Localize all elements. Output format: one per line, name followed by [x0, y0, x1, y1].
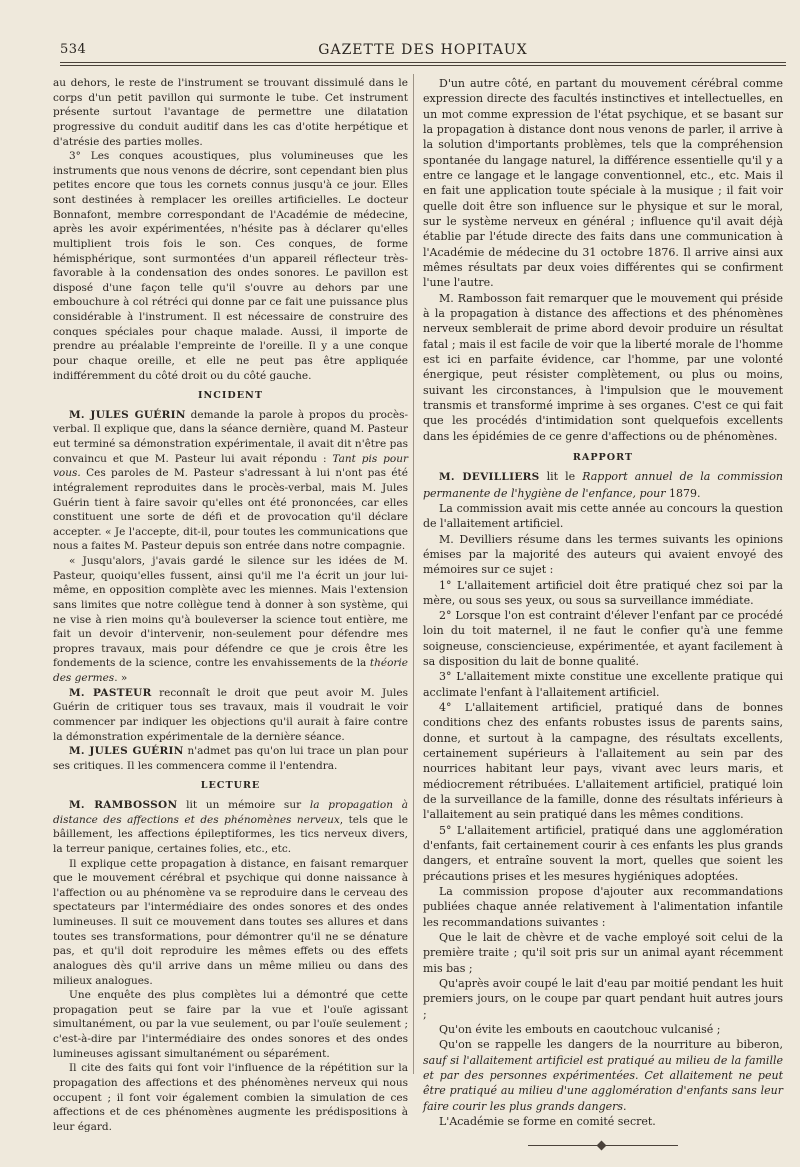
column-divider — [413, 74, 414, 1074]
list-item: 2° Lorsque l'on est contraint d'élever l'enfant par ce procédé loin du toit maternel, il ne faut le confier qu'à une femme soigneuse, consciencieuse, expérimentée, et ayant facilement à sa disposition du lait de bonne qualité. — [423, 609, 783, 669]
paragraph: L'Académie se forme en comité secret. — [439, 1114, 656, 1128]
speaker-name: M. JULES GUÉRIN — [69, 408, 186, 421]
recommendation: Que le lait de chèvre et de vache employé soit celui de la première traite ; qu'il soit pris sur un animal ayant récemment mis bas ; — [423, 931, 783, 975]
speaker-name: M. DEVILLIERS — [439, 471, 540, 484]
speaker-name: M. PASTEUR — [69, 686, 152, 699]
speaker-name: M. RAMBOSSON — [69, 799, 178, 811]
paragraph: M. Devilliers résume dans les termes suivants les opinions émises par la majorité des auteurs qui avaient envoyé des mémoires sur ce sujet : — [423, 532, 783, 577]
speaker-name: M. JULES GUÉRIN — [69, 745, 184, 758]
paragraph: M. RAMBOSSON lit un mémoire sur la propagation à distance des affections et des phénomènes nerveux, tels que le bâillement, les affections épileptiformes, les tics nerveux divers, la terreur panique, certaines folies, etc., etc. — [53, 799, 408, 855]
header-rule-double — [60, 65, 786, 66]
list-item: 4° L'allaitement artificiel, pratiqué dans de bonnes conditions chez des enfants robustes issus de parents sains, donne, et surtout à la campagne, des résultats excellents, certainement supérieurs à l'allaitement au sein par des nourrices habitant leur pays, vivant avec leurs maris, et médiocrement rétribuées. L'allaitement artificiel, pratiqué loin de la surveillance de la famille, donne des résultats inférieurs à l'allaitement au sein pratiqué dans les mêmes conditions. — [423, 701, 783, 822]
running-title: GAZETTE DES HOPITAUX — [318, 42, 528, 58]
list-item: 5° L'allaitement artificiel, pratiqué dans une agglomération d'enfants, fait certainement courir à ces enfants les plus grands dangers, et entraîne souvent la mort, quelles que soient les précautions prises et les mesures hygiéniques adoptées. — [423, 823, 783, 883]
end-ornament — [528, 1141, 678, 1151]
paragraph: 3° Les conques acoustiques, plus volumineuses que les instruments que nous venons de décrire, sont cependant bien plus petites encore que tous les cornets connus jusqu'à ce jour. Elles sont destinées à remplacer les oreilles artificielles. Le docteur Bonnafont, membre correspondant de l'Académie de médecine, après les avoir expérimentées, n'hésite pas à déclarer qu'elles multiplient trois fois le son. Ces conques, de forme hémisphérique, sont surmontées d'un appareil réflecteur très-favorable à la condensation des ondes sonores. Le pavillon est disposé d'une façon telle qu'il s'ouvre au dehors par une embouchure à col rétréci qui donne par ce fait une puissance plus considérable à l'instrument. Il est nécessaire de construire des conques spéciales pour chaque malade. Aussi, il importe de prendre au préalable l'empreinte de l'oreille. Il y a une conque pour chaque oreille, et elle ne peut pas être appliquée indifféremment du côté droit ou du côté gauche. — [53, 150, 408, 382]
recommendation: Qu'on évite les embouts en caoutchouc vulcanisé ; — [439, 1023, 721, 1037]
header-rule — [60, 62, 786, 63]
recommendation: Qu'on se rappelle les dangers de la nourriture au biberon, sauf si l'allaitement artificiel est pratiqué au milieu de la famille et par des personnes expérimentées. Cet allaitement ne peut être pratiqué au milieu d'une agglomération d'enfants sans leur faire courir les plus grands dangers. — [423, 1038, 783, 1113]
paragraph: M. JULES GUÉRIN demande la parole à propos du procès-verbal. Il explique que, dans la séance dernière, quand M. Pasteur eut terminé sa démonstration expérimentale, il avait dit n'être pas convaincu et que M. Pasteur lui avait répondu : Tant pis pour vous. Ces paroles de M. Pasteur s'adressant à lui n'ont pas été intégralement reproduites dans le procès-verbal, mais M. Jules Guérin tient à faire savoir qu'elles ont été prononcées, car elles constituent une sorte de défi et de provocation qu'il déclare accepter. « Je l'accepte, dit-il, pour toutes les communications que nous a faites M. Pasteur depuis son entrée dans notre compagnie. — [53, 408, 408, 553]
paragraph: D'un autre côté, en partant du mouvement cérébral comme expression directe des facultés instinctives et intellectuelles, en un mot comme expression de l'état psychique, et se basant sur la propagation à distance dont nous venons de parler, il arrive à la solution d'importants problèmes, tels que la compréhension spontanée du langage naturel, la différence essentielle qu'il y a entre ce langage et le langage conventionnel, etc., etc. Mais il en fait une application toute spéciale à la musique ; il fait voir quelle doit être son influence sur le physique et sur le moral, sur le système nerveux en général ; influence qu'il avait déjà établie par l'étude directe des faits dans une communication à l'Académie de médecine du 31 octobre 1876. Il arrive ainsi aux mêmes résultats par deux voies différentes qui se confirment l'une l'autre. — [423, 77, 783, 290]
paragraph: M. PASTEUR reconnaît le droit que peut avoir M. Jules Guérin de critiquer tous ses travaux, mais il voudrait le voir commencer par indiquer les objections qu'il aurait à faire contre la démonstration expérimentale de la dernière séance. — [53, 686, 408, 743]
list-item: 1° L'allaitement artificiel doit être pratiqué chez soi par la mère, ou sous ses yeux, ou sous sa surveillance immédiate. — [423, 578, 783, 607]
page-number: 534 — [60, 42, 87, 57]
paragraph: La commission avait mis cette année au concours la question de l'allaitement artificiel. — [423, 501, 783, 531]
section-heading-incident: INCIDENT — [198, 390, 263, 402]
paragraph: M. DEVILLIERS lit le Rapport annuel de la commission permanente de l'hygiène de l'enfance, pour 1879. — [423, 470, 783, 500]
page-header — [60, 40, 786, 64]
paragraph: « Jusqu'alors, j'avais gardé le silence sur les idées de M. Pasteur, quoiqu'elles fussent, ainsi qu'il me l'a écrit un jour lui-même, en opposition complète avec les miennes. Mais l'extension sans limites que notre collègue tend à donner à son système, qui ne vise à rien moins qu'à bouleverser la science tout entière, me fait un devoir d'intervenir, non-seulement pour défendre mes propres travaux, mais pour défendre ce que je crois être les fondements de la science, contre les envahissements de la théorie des germes. » — [53, 555, 408, 684]
paragraph: Une enquête des plus complètes lui a démontré que cette propagation peut se faire par la vue et l'ouïe agissant simultanément, ou par la vue seulement, ou par l'ouïe seulement ; c'est-à-dire par l'intermédiaire des ondes sonores et des ondes lumineuses agissant simultanément ou séparément. — [53, 989, 408, 1060]
paragraph: M. JULES GUÉRIN n'admet pas qu'on lui trace un plan pour ses critiques. Il les commencera comme il l'entendra. — [53, 745, 408, 772]
paragraph: La commission propose d'ajouter aux recommandations publiées chaque année relativement à l'alimentation infantile les recommandations suivantes : — [423, 885, 783, 929]
left-column — [53, 76, 408, 1134]
recommendation: Qu'après avoir coupé le lait d'eau par moitié pendant les huit premiers jours, on le coupe par quart pendant huit autres jours ; — [423, 977, 783, 1021]
section-heading-lecture: LECTURE — [200, 780, 261, 792]
paragraph: M. Rambosson fait remarquer que le mouvement qui préside à la propagation à distance des affections et des phénomènes nerveux semblerait de prime abord devoir produire un résultat fatal ; mais il est facile de voir que la liberté morale de l'homme est ici en parfaite évidence, car l'homme, par une volonté énergique, peut résister complètement, ou plus ou moins, suivant les circonstances, à l'impulsion que le mouvement transmis et transformé imprime à ses organes. C'est ce qui fait que les procédés d'intimidation sont quelquefois excellents dans les épidémies de ce genre d'affections ou de phénomènes. — [423, 291, 783, 443]
section-heading-rapport: RAPPORT — [572, 451, 634, 463]
right-column — [423, 76, 783, 1151]
list-item: 3° L'allaitement mixte constitue une excellente pratique qui acclimate l'enfant à l'allaitement artificiel. — [423, 670, 783, 699]
paragraph: Il explique cette propagation à distance, en faisant remarquer que le mouvement cérébral et psychique qui donne naissance à l'affection ou au phénomène va se reproduire dans le cerveau des spectateurs par l'intermédiaire des ondes sonores et des ondes lumineuses. Il suit ce mouvement dans toutes ses allures et dans toutes ses transformations, pour démontrer qu'il ne se dénature pas, et qu'il doit reproduire les mêmes effets ou des effets analogues dès qu'il arrive dans un même milieu ou dans des milieux analogues. — [53, 857, 408, 987]
paragraph: au dehors, le reste de l'instrument se trouvant dissimulé dans le corps d'un petit pavillon qui surmonte le tube. Cet instrument présente surtout l'avantage de permettre une dilatation progressive du conduit auditif dans les cas d'otite herpétique et d'atrésie des parties molles. — [53, 77, 408, 148]
paragraph: Il cite des faits qui font voir l'influence de la répétition sur la propagation des affections et des phénomènes nerveux qui nous occupent ; il font voir également combien la simulation de ces affections et de ces phénomènes augmente les prédispositions à leur égard. — [53, 1062, 408, 1133]
ornament-diamond — [597, 1141, 607, 1151]
